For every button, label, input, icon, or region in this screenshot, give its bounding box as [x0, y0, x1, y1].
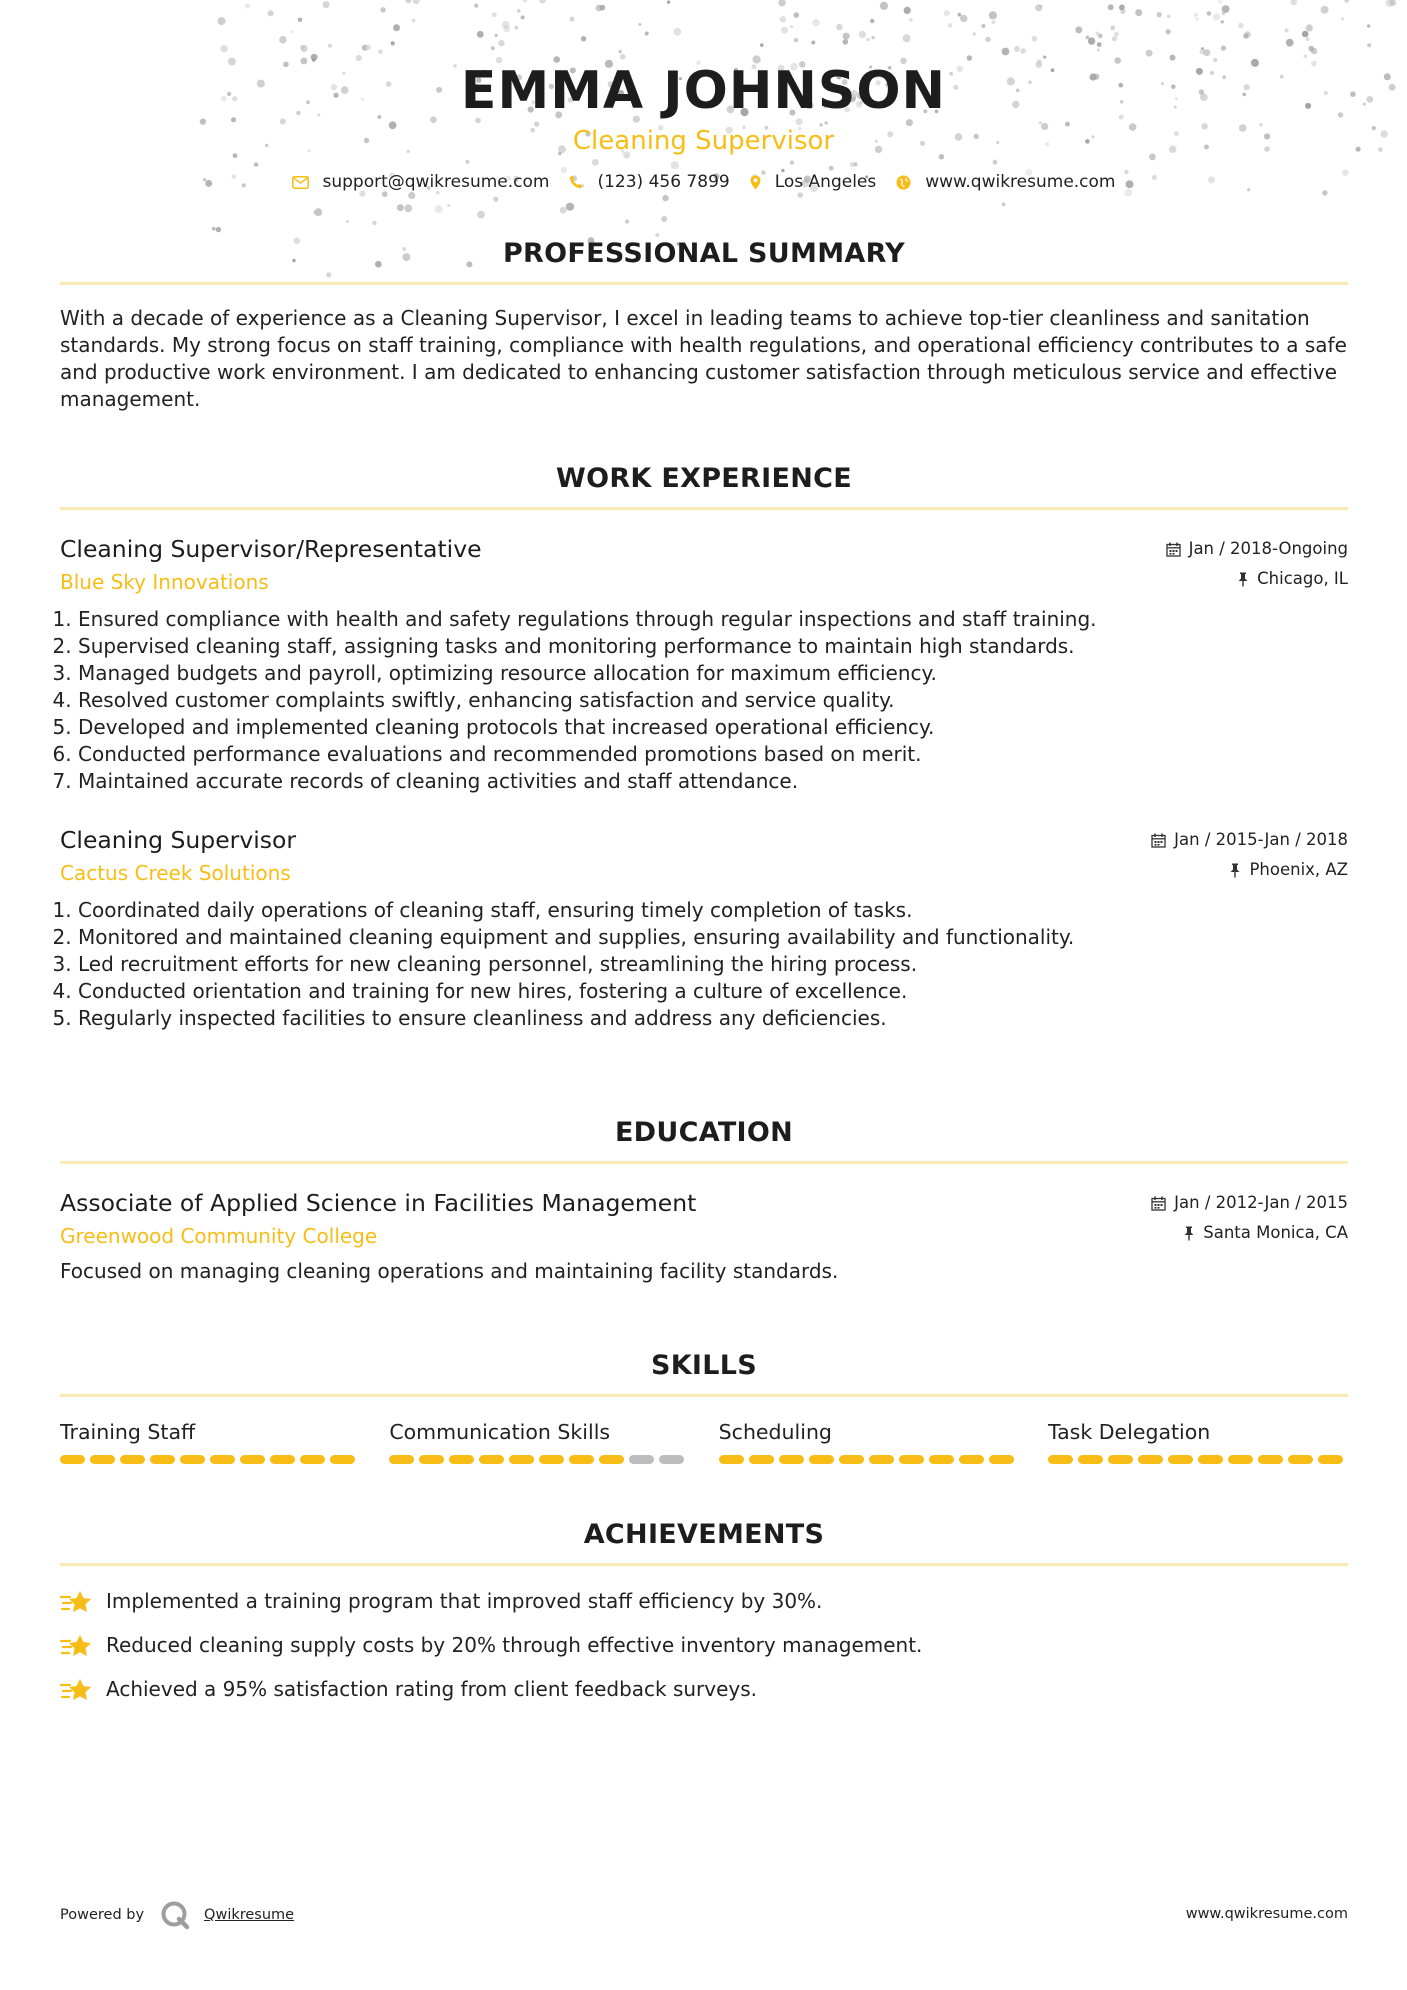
list-item: 2. Monitored and maintained cleaning equipment and supplies, ensuring availability and functionality.: [78, 924, 1348, 951]
decorative-dot: [391, 41, 395, 45]
decorative-dot: [566, 203, 574, 211]
decorative-dot: [495, 34, 498, 37]
decorative-dot: [245, 3, 250, 8]
list-item: 2. Supervised cleaning staff, assigning tasks and monitoring performance to maintain high standards.: [78, 633, 1348, 660]
decorative-dot: [397, 204, 404, 211]
section-divider: [60, 1161, 1348, 1164]
skill-name: Training Staff: [60, 1420, 196, 1444]
skill-segment-filled: [270, 1455, 295, 1464]
decorative-dot: [1097, 49, 1100, 52]
decorative-dot: [492, 12, 497, 17]
job-entry: [60, 534, 1348, 795]
decorative-dot: [560, 207, 567, 214]
decorative-dot: [1020, 48, 1025, 53]
skill-segment-filled: [749, 1455, 774, 1464]
envelope-icon: [292, 176, 309, 189]
decorative-dot: [1291, 0, 1297, 5]
footer-website-link[interactable]: www.qwikresume.com: [1185, 1906, 1348, 1922]
decorative-dot: [781, 27, 788, 34]
decorative-dot: [866, 38, 869, 41]
skill-segment-filled: [1108, 1455, 1133, 1464]
achievements-list: [60, 1588, 1348, 1703]
decorative-dot: [794, 12, 800, 18]
skill-segment-filled: [959, 1455, 984, 1464]
decorative-dot: [366, 45, 371, 50]
skill-segment-filled: [479, 1455, 504, 1464]
achievements-title: ACHIEVEMENTS: [583, 1519, 825, 1550]
job-company: Cactus Creek Solutions: [60, 861, 291, 885]
skill-segment-filled: [300, 1455, 325, 1464]
decorative-dot: [539, 0, 546, 3]
decorative-dot: [474, 4, 478, 8]
decorative-dot: [1218, 0, 1223, 4]
decorative-dot: [1222, 12, 1225, 15]
decorative-dot: [592, 159, 599, 166]
skill-segment-filled: [569, 1455, 594, 1464]
education-section: [60, 1115, 1348, 1285]
job-title: Cleaning Supervisor/Representative: [60, 535, 482, 563]
section-divider: [60, 507, 1348, 510]
skill-item: [719, 1419, 1019, 1464]
decorative-dot: [638, 23, 641, 26]
decorative-dot: [1135, 9, 1142, 16]
decorative-dot: [790, 25, 793, 28]
decorative-dot: [909, 18, 913, 22]
decorative-dot: [1108, 4, 1114, 10]
summary-section: [60, 236, 1348, 413]
decorative-dot: [1367, 24, 1370, 27]
decorative-dot: [1344, 0, 1349, 3]
decorative-dot: [1110, 26, 1115, 31]
skill-segment-filled: [1258, 1455, 1283, 1464]
pushpin-icon: [1237, 572, 1249, 587]
decorative-dot: [1285, 28, 1289, 32]
contact-email-text: support@qwikresume.com: [322, 172, 550, 192]
skill-segment-filled: [180, 1455, 205, 1464]
skill-item: [60, 1419, 360, 1464]
decorative-dot: [1112, 36, 1117, 41]
skill-segment-filled: [929, 1455, 954, 1464]
list-item: 3. Led recruitment efforts for new cleaning personnel, streamlining the hiring process.: [78, 951, 1348, 978]
skill-segment-filled: [1168, 1455, 1193, 1464]
footer: [60, 1898, 1348, 1932]
job-meta: [1166, 534, 1348, 594]
list-item: 7. Maintained accurate records of cleaning activities and staff attendance.: [78, 768, 1348, 795]
decorative-dot: [794, 38, 799, 43]
decorative-dot: [1194, 13, 1198, 17]
education-location: Santa Monica, CA: [1203, 1223, 1348, 1242]
section-divider: [60, 1394, 1348, 1397]
list-item: 1. Coordinated daily operations of cleaning staff, ensuring timely completion of tasks.: [78, 897, 1348, 924]
decorative-dot: [903, 34, 911, 42]
decorative-dot: [378, 50, 382, 54]
decorative-dot: [254, 162, 258, 166]
decorative-dot: [1213, 13, 1220, 20]
decorative-dot: [991, 20, 995, 24]
decorative-dot: [1221, 46, 1226, 51]
decorative-dot: [667, 0, 670, 3]
decorative-dot: [323, 1, 330, 8]
decorative-dot: [989, 11, 997, 19]
skills-section: [60, 1348, 1348, 1464]
skill-segment-filled: [1078, 1455, 1103, 1464]
summary-title: PROFESSIONAL SUMMARY: [502, 238, 906, 269]
decorative-dot: [382, 191, 388, 197]
decorative-dot: [662, 195, 668, 201]
decorative-dot: [661, 216, 667, 222]
job-company: Blue Sky Innovations: [60, 570, 269, 594]
skill-segment-filled: [719, 1455, 744, 1464]
candidate-name: EMMA JOHNSON: [460, 61, 947, 121]
decorative-dot: [218, 17, 226, 25]
decorative-dot: [1302, 31, 1309, 38]
achievement-item: [60, 1632, 1348, 1659]
decorative-dot: [212, 227, 216, 231]
decorative-dot: [220, 45, 228, 53]
decorative-dot: [328, 44, 332, 48]
decorative-dot: [477, 31, 484, 38]
decorative-dot: [625, 219, 629, 223]
list-item: 5. Developed and implemented cleaning protocols that increased operational efficiency.: [78, 714, 1348, 741]
decorative-dot: [1086, 36, 1090, 40]
decorative-dot: [1035, 4, 1042, 11]
skill-segment-filled: [60, 1455, 85, 1464]
decorative-dot: [1120, 9, 1125, 14]
job-location: Phoenix, AZ: [1249, 860, 1348, 879]
decorative-dot: [216, 227, 221, 232]
resume-header: [0, 56, 1407, 158]
contact-location: [750, 172, 877, 192]
decorative-dot: [829, 166, 834, 171]
skill-segment-filled: [90, 1455, 115, 1464]
decorative-dot: [944, 10, 950, 16]
education-title: EDUCATION: [614, 1117, 794, 1148]
contact-website[interactable]: [896, 172, 1115, 192]
calendar-icon: [1166, 542, 1181, 557]
education-entry: [60, 1188, 1348, 1285]
decorative-dot: [993, 160, 998, 165]
decorative-dot: [778, 0, 785, 6]
summary-text: With a decade of experience as a Cleaning Supervisor, I excel in leading teams to achieve top-tier cleanliness and sanitation standards. My strong focus on staff training, compliance with health regulations, and operational efficiency contributes to a safe and productive work environment. I am dedicated to enhancing customer satisfaction through meticulous service and effective management.: [60, 306, 1347, 411]
skill-item: [389, 1419, 689, 1464]
decorative-dot: [491, 46, 495, 50]
decorative-dot: [380, 7, 385, 12]
contact-email[interactable]: [292, 172, 550, 192]
decorative-dot: [981, 24, 985, 28]
job-dates: Jan / 2018-Ongoing: [1188, 539, 1348, 558]
list-item: 6. Conducted performance evaluations and recommended promotions based on merit.: [78, 741, 1348, 768]
decorative-dot: [408, 192, 415, 199]
decorative-dot: [405, 0, 411, 3]
decorative-dot: [904, 7, 911, 14]
decorative-dot: [836, 24, 842, 30]
skill-segment-filled: [449, 1455, 474, 1464]
decorative-dot: [1306, 37, 1310, 41]
skill-level-bar: [719, 1455, 1019, 1464]
decorative-dot: [1032, 36, 1038, 42]
decorative-dot: [1286, 39, 1294, 47]
decorative-dot: [1311, 48, 1317, 54]
skill-name: Task Delegation: [1047, 1420, 1211, 1444]
job-entry: [60, 825, 1348, 1032]
decorative-dot: [843, 33, 850, 40]
decorative-dot: [290, 30, 293, 33]
job-bullets: [60, 606, 1348, 795]
job-dates: Jan / 2015-Jan / 2018: [1174, 830, 1348, 849]
contact-website-text: www.qwikresume.com: [925, 172, 1116, 192]
decorative-dot: [1222, 5, 1230, 13]
decorative-dot: [1097, 42, 1102, 47]
decorative-dot: [413, 0, 420, 4]
decorative-dot: [298, 18, 303, 23]
decorative-dot: [279, 36, 287, 44]
skill-segment-filled: [989, 1455, 1014, 1464]
work-experience-title: WORK EXPERIENCE: [556, 463, 852, 494]
achievement-text: Achieved a 95% satisfaction rating from client feedback surveys.: [106, 1677, 758, 1701]
skill-segment-empty: [629, 1455, 654, 1464]
decorative-dot: [985, 37, 990, 42]
skill-segment-filled: [899, 1455, 924, 1464]
decorative-dot: [1014, 46, 1020, 52]
decorative-dot: [1243, 34, 1248, 39]
decorative-dot: [811, 41, 815, 45]
decorative-dot: [581, 36, 586, 41]
skill-segment-filled: [210, 1455, 235, 1464]
decorative-dot: [843, 39, 849, 45]
decorative-dot: [948, 23, 953, 28]
pushpin-icon: [1229, 863, 1241, 878]
decorative-dot: [880, 2, 888, 10]
contact-phone[interactable]: [569, 172, 729, 192]
decorative-dot: [1166, 29, 1171, 34]
decorative-dot: [523, 0, 527, 3]
decorative-dot: [798, 192, 803, 197]
skill-segment-filled: [1198, 1455, 1223, 1464]
contact-location-text: Los Angeles: [774, 172, 877, 192]
decorative-dot: [521, 15, 525, 19]
degree-title: Associate of Applied Science in Facilities Management: [60, 1189, 697, 1217]
achievement-text: Reduced cleaning supply costs by 20% through effective inventory management.: [106, 1633, 923, 1657]
list-item: 3. Managed budgets and payroll, optimizing resource allocation for maximum efficiency.: [78, 660, 1348, 687]
achievement-text: Implemented a training program that improved staff efficiency by 30%.: [106, 1589, 823, 1613]
decorative-dot: [671, 161, 679, 169]
achievement-item: [60, 1588, 1348, 1615]
decorative-dot: [960, 15, 967, 22]
decorative-dot: [1321, 6, 1329, 14]
skills-list: [60, 1419, 1348, 1464]
skill-segment-filled: [599, 1455, 624, 1464]
decorative-dot: [1367, 43, 1371, 47]
skill-segment-filled: [1318, 1455, 1343, 1464]
decorative-dot: [790, 161, 794, 165]
decorative-dot: [1098, 34, 1103, 39]
decorative-dot: [780, 16, 786, 22]
candidate-role: Cleaning Supervisor: [572, 126, 835, 156]
decorative-dot: [1075, 26, 1082, 33]
decorative-dot: [1306, 24, 1313, 31]
decorative-dot: [859, 31, 866, 38]
education-dates: Jan / 2012-Jan / 2015: [1174, 1193, 1348, 1212]
decorative-dot: [1088, 37, 1095, 44]
decorative-dot: [372, 221, 376, 225]
decorative-dot: [645, 32, 649, 36]
decorative-dot: [477, 211, 485, 219]
job-location: Chicago, IL: [1257, 569, 1348, 588]
skill-segment-filled: [509, 1455, 534, 1464]
decorative-dot: [569, 17, 574, 22]
skill-segment-filled: [869, 1455, 894, 1464]
skill-segment-filled: [240, 1455, 265, 1464]
work-experience-section: [60, 461, 1348, 1032]
decorative-dot: [812, 19, 819, 26]
decorative-dot: [493, 197, 498, 202]
decorative-dot: [599, 5, 605, 11]
contact-bar: [0, 172, 1407, 192]
decorative-dot: [466, 160, 470, 164]
skill-segment-filled: [120, 1455, 145, 1464]
calendar-icon: [1151, 1196, 1166, 1211]
skill-segment-filled: [779, 1455, 804, 1464]
skill-segment-filled: [419, 1455, 444, 1464]
qwikresume-logo-icon: [160, 1900, 190, 1930]
skills-title: SKILLS: [650, 1350, 758, 1381]
skill-name: Scheduling: [718, 1420, 832, 1444]
decorative-dot: [393, 24, 400, 31]
decorative-dot: [973, 32, 976, 35]
decorative-dot: [760, 43, 764, 47]
decorative-dot: [515, 26, 519, 30]
decorative-dot: [412, 19, 415, 22]
powered-by-label: Powered by: [60, 1907, 145, 1923]
skill-level-bar: [60, 1455, 360, 1464]
star-icon: [60, 1633, 92, 1659]
pushpin-icon: [1183, 1226, 1195, 1241]
phone-icon: [569, 175, 583, 189]
decorative-dot: [517, 9, 521, 13]
skill-segment-filled: [389, 1455, 414, 1464]
section-divider: [60, 282, 1348, 285]
job-meta: [1151, 825, 1348, 885]
decorative-dot: [1207, 11, 1212, 16]
decorative-dot: [404, 204, 412, 212]
school-name: Greenwood Community College: [60, 1224, 378, 1248]
skill-item: [1048, 1419, 1348, 1464]
decorative-dot: [854, 162, 858, 166]
decorative-dot: [1238, 23, 1244, 29]
achievement-item: [60, 1676, 1348, 1703]
map-pin-icon: [750, 175, 761, 190]
skill-segment-filled: [539, 1455, 564, 1464]
decorative-dot: [435, 205, 443, 213]
list-item: 1. Ensured compliance with health and safety regulations through regular inspections and staff training.: [78, 606, 1348, 633]
skill-segment-filled: [150, 1455, 175, 1464]
skill-segment-filled: [1048, 1455, 1073, 1464]
globe-icon: [896, 175, 911, 190]
calendar-icon: [1151, 833, 1166, 848]
decorative-dot: [1221, 20, 1224, 23]
skill-segment-filled: [1138, 1455, 1163, 1464]
decorative-dot: [1341, 17, 1344, 20]
skill-segment-filled: [1288, 1455, 1313, 1464]
decorative-dot: [268, 10, 274, 16]
decorative-dot: [447, 204, 450, 207]
decorative-dot: [870, 19, 874, 23]
star-icon: [60, 1589, 92, 1615]
decorative-dot: [871, 36, 874, 39]
decorative-dot: [1114, 32, 1119, 37]
skill-level-bar: [389, 1455, 689, 1464]
decorative-dot: [1157, 12, 1162, 17]
star-icon: [60, 1677, 92, 1703]
education-meta: [1151, 1188, 1348, 1248]
skill-segment-filled: [839, 1455, 864, 1464]
decorative-dot: [346, 220, 349, 223]
decorative-dot: [314, 208, 322, 216]
achievements-section: [60, 1517, 1348, 1703]
job-title: Cleaning Supervisor: [60, 826, 297, 854]
list-item: 4. Conducted orientation and training for new hires, fostering a culture of excellence.: [78, 978, 1348, 1005]
decorative-dot: [1002, 48, 1010, 56]
skill-segment-filled: [1228, 1455, 1253, 1464]
skill-segment-empty: [659, 1455, 684, 1464]
skill-segment-filled: [809, 1455, 834, 1464]
decorative-dot: [673, 28, 681, 36]
decorative-dot: [502, 21, 510, 29]
section-divider: [60, 1563, 1348, 1566]
decorative-dot: [498, 40, 504, 46]
decorative-dot: [619, 50, 622, 53]
decorative-dot: [1196, 18, 1199, 21]
skill-segment-filled: [330, 1455, 355, 1464]
education-description: Focused on managing cleaning operations and maintaining facility standards.: [60, 1259, 839, 1283]
list-item: 4. Resolved customer complaints swiftly, enhancing satisfaction and service quality.: [78, 687, 1348, 714]
skill-level-bar: [1048, 1455, 1348, 1464]
job-bullets: [60, 897, 1348, 1032]
list-item: 5. Regularly inspected facilities to ensure cleanliness and address any deficiencies.: [78, 1005, 1348, 1032]
skill-name: Communication Skills: [389, 1420, 611, 1444]
decorative-dot: [958, 13, 962, 17]
qwikresume-link[interactable]: Qwikresume: [204, 1907, 295, 1923]
decorative-dot: [1002, 203, 1006, 207]
decorative-dot: [1167, 15, 1171, 19]
contact-phone-text: (123) 456 7899: [597, 172, 730, 192]
decorative-dot: [301, 45, 308, 52]
